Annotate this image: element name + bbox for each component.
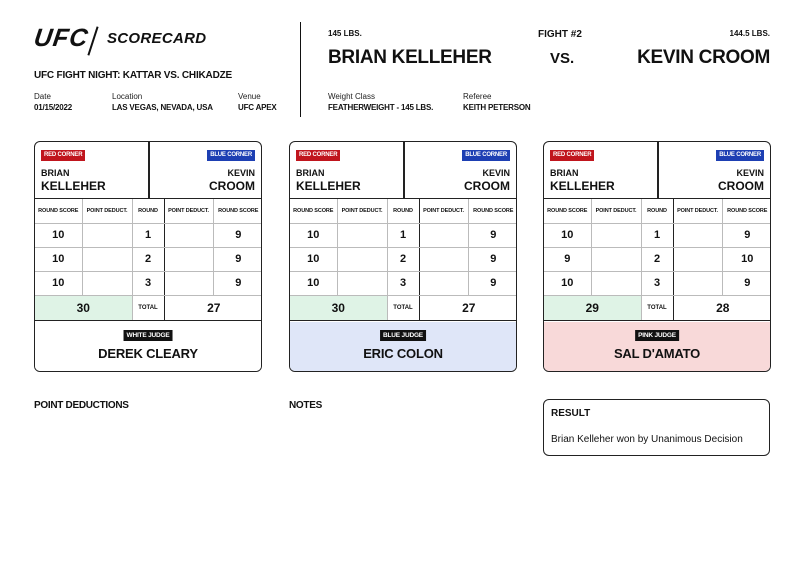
weight-class-value: FEATHERWEIGHT - 145 LBS. xyxy=(328,103,434,112)
fight-number: FIGHT #2 xyxy=(538,29,582,40)
corner-divider xyxy=(657,142,659,199)
header-point-deduct-red: POINT DEDUCT. xyxy=(82,199,132,223)
red-round-score: 10 xyxy=(35,247,82,271)
scorecard-title: SCORECARD xyxy=(107,30,207,47)
total-label: TOTAL xyxy=(641,295,673,320)
header-round-score-blue: ROUND SCORE xyxy=(468,199,517,223)
header-point-deduct-blue: POINT DEDUCT. xyxy=(673,199,722,223)
table-row xyxy=(290,271,517,295)
red-point-deduction xyxy=(82,223,132,247)
blue-point-deduction xyxy=(419,223,468,247)
ufc-logo: UFC xyxy=(32,24,91,52)
blue-round-score: 9 xyxy=(468,223,517,247)
red-total-score: 30 xyxy=(290,295,387,320)
judge-section xyxy=(544,322,770,372)
blue-point-deduction xyxy=(673,271,722,295)
score-table xyxy=(544,199,771,321)
round-number: 1 xyxy=(132,223,164,247)
red-point-deduction xyxy=(337,271,387,295)
blue-total-score: 28 xyxy=(673,295,771,320)
red-corner-badge: RED CORNER xyxy=(296,150,340,161)
blue-point-deduction xyxy=(673,247,722,271)
red-point-deduction xyxy=(337,247,387,271)
red-point-deduction xyxy=(591,271,641,295)
blue-last-name: CROOM xyxy=(718,179,764,193)
date-label: Date xyxy=(34,92,51,101)
red-point-deduction xyxy=(591,223,641,247)
blue-point-deduction xyxy=(419,247,468,271)
versus-label: VS. xyxy=(550,50,575,67)
referee-label: Referee xyxy=(463,92,492,101)
result-text: Brian Kelleher won by Unanimous Decision xyxy=(551,434,743,445)
blue-round-score: 9 xyxy=(722,271,771,295)
round-number: 3 xyxy=(132,271,164,295)
header-round-score-blue: ROUND SCORE xyxy=(213,199,262,223)
judge-name: DEREK CLEARY xyxy=(98,346,198,361)
blue-corner-badge: BLUE CORNER xyxy=(207,150,255,161)
header-round-score-red: ROUND SCORE xyxy=(544,199,591,223)
red-fighter-name: BRIAN KELLEHER xyxy=(328,47,492,68)
total-row xyxy=(35,295,262,320)
venue-value: UFC APEX xyxy=(238,103,277,112)
round-number: 1 xyxy=(641,223,673,247)
header-round: ROUND xyxy=(132,199,164,223)
total-label: TOTAL xyxy=(387,295,419,320)
judge-name: SAL D'AMATO xyxy=(613,346,701,361)
blue-total-score: 27 xyxy=(164,295,262,320)
red-last-name: KELLEHER xyxy=(550,179,615,193)
table-row xyxy=(290,247,517,271)
header-round: ROUND xyxy=(641,199,673,223)
corner-header xyxy=(290,142,516,199)
judge-scorecard xyxy=(34,141,262,372)
red-first-name: BRIAN xyxy=(550,168,579,178)
red-round-score: 10 xyxy=(290,247,337,271)
header-round-score-red: ROUND SCORE xyxy=(290,199,337,223)
red-point-deduction xyxy=(82,271,132,295)
judge-scorecard xyxy=(289,141,517,372)
header-divider xyxy=(300,22,301,117)
red-round-score: 10 xyxy=(290,271,337,295)
judge-badge: WHITE JUDGE xyxy=(124,330,173,341)
score-table-header xyxy=(290,199,517,223)
referee-value: KEITH PETERSON xyxy=(463,103,531,112)
header-round: ROUND xyxy=(387,199,419,223)
total-row xyxy=(290,295,517,320)
red-round-score: 9 xyxy=(544,247,591,271)
result-heading: RESULT xyxy=(551,408,591,419)
blue-corner-badge: BLUE CORNER xyxy=(716,150,764,161)
notes-heading: NOTES xyxy=(289,400,322,411)
blue-total-score: 27 xyxy=(419,295,517,320)
weight-class-label: Weight Class xyxy=(328,92,375,101)
red-corner-badge: RED CORNER xyxy=(41,150,85,161)
table-row xyxy=(35,223,262,247)
header-round-score-blue: ROUND SCORE xyxy=(722,199,771,223)
date-value: 01/15/2022 xyxy=(34,103,73,112)
blue-round-score: 9 xyxy=(213,223,262,247)
red-corner-badge: RED CORNER xyxy=(550,150,594,161)
blue-point-deduction xyxy=(419,271,468,295)
judge-name: ERIC COLON xyxy=(363,346,443,361)
red-round-score: 10 xyxy=(35,271,82,295)
round-number: 3 xyxy=(641,271,673,295)
venue-label: Venue xyxy=(238,92,261,101)
red-last-name: KELLEHER xyxy=(296,179,361,193)
blue-round-score: 9 xyxy=(468,271,517,295)
blue-round-score: 9 xyxy=(213,247,262,271)
red-round-score: 10 xyxy=(544,271,591,295)
blue-last-name: CROOM xyxy=(464,179,510,193)
score-table xyxy=(35,199,262,321)
red-round-score: 10 xyxy=(290,223,337,247)
score-table-header xyxy=(544,199,771,223)
location-value: LAS VEGAS, NEVADA, USA xyxy=(112,103,213,112)
red-total-score: 30 xyxy=(35,295,132,320)
blue-first-name: KEVIN xyxy=(736,168,764,178)
point-deductions-heading: POINT DEDUCTIONS xyxy=(34,400,129,411)
event-title: UFC FIGHT NIGHT: KATTAR VS. CHIKADZE xyxy=(34,70,232,81)
header-point-deduct-blue: POINT DEDUCT. xyxy=(164,199,213,223)
blue-corner-badge: BLUE CORNER xyxy=(462,150,510,161)
red-fighter-weight: 145 LBS. xyxy=(328,29,362,38)
blue-round-score: 9 xyxy=(722,223,771,247)
table-row xyxy=(35,247,262,271)
score-table-header xyxy=(35,199,262,223)
red-point-deduction xyxy=(337,223,387,247)
table-row xyxy=(290,223,517,247)
header-point-deduct-red: POINT DEDUCT. xyxy=(337,199,387,223)
judge-section xyxy=(290,322,516,372)
red-round-score: 10 xyxy=(544,223,591,247)
score-table xyxy=(290,199,517,321)
blue-round-score: 10 xyxy=(722,247,771,271)
header-point-deduct-blue: POINT DEDUCT. xyxy=(419,199,468,223)
red-point-deduction xyxy=(591,247,641,271)
round-number: 2 xyxy=(132,247,164,271)
judge-badge: PINK JUDGE xyxy=(635,330,679,341)
round-number: 2 xyxy=(641,247,673,271)
blue-fighter-weight: 144.5 LBS. xyxy=(729,29,770,38)
blue-first-name: KEVIN xyxy=(227,168,255,178)
red-last-name: KELLEHER xyxy=(41,179,106,193)
corner-header xyxy=(544,142,770,199)
corner-header xyxy=(35,142,261,199)
corner-divider xyxy=(148,142,150,199)
round-number: 3 xyxy=(387,271,419,295)
blue-last-name: CROOM xyxy=(209,179,255,193)
judge-section xyxy=(35,322,261,372)
round-number: 2 xyxy=(387,247,419,271)
blue-point-deduction xyxy=(164,223,213,247)
red-first-name: BRIAN xyxy=(41,168,70,178)
header-point-deduct-red: POINT DEDUCT. xyxy=(591,199,641,223)
blue-point-deduction xyxy=(164,271,213,295)
red-round-score: 10 xyxy=(35,223,82,247)
round-number: 1 xyxy=(387,223,419,247)
blue-first-name: KEVIN xyxy=(482,168,510,178)
judge-badge: BLUE JUDGE xyxy=(380,330,426,341)
table-row xyxy=(544,223,771,247)
corner-divider xyxy=(403,142,405,199)
red-total-score: 29 xyxy=(544,295,641,320)
total-label: TOTAL xyxy=(132,295,164,320)
table-row xyxy=(35,271,262,295)
table-row xyxy=(544,271,771,295)
blue-fighter-name: KEVIN CROOM xyxy=(637,47,770,68)
blue-round-score: 9 xyxy=(213,271,262,295)
blue-point-deduction xyxy=(164,247,213,271)
red-point-deduction xyxy=(82,247,132,271)
red-first-name: BRIAN xyxy=(296,168,325,178)
result-box xyxy=(543,399,770,456)
blue-point-deduction xyxy=(673,223,722,247)
total-row xyxy=(544,295,771,320)
table-row xyxy=(544,247,771,271)
header-round-score-red: ROUND SCORE xyxy=(35,199,82,223)
judge-scorecard xyxy=(543,141,771,372)
blue-round-score: 9 xyxy=(468,247,517,271)
location-label: Location xyxy=(112,92,143,101)
